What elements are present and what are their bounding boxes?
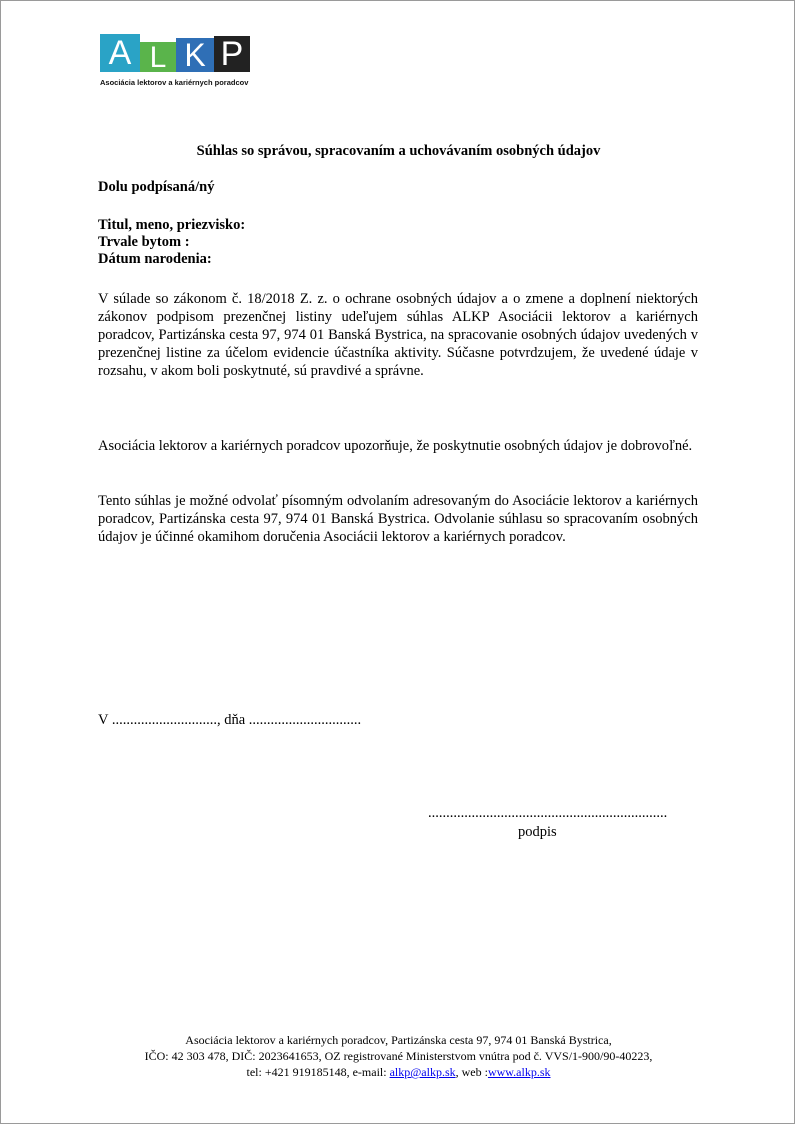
logo-letter-l: L (140, 42, 176, 72)
web-link[interactable]: www.alkp.sk (487, 1065, 551, 1079)
personal-fields (98, 217, 245, 268)
consent-paragraph: V súlade so zákonom č. 18/2018 Z. z. o ochrane osobných údajov a o zmene a doplnení niektorých zákonov podpisom prezenčnej listiny udeľujem súhlas ALKP Asociácii lektorov a kariérnych poradcov, Partizánska cesta 97, 974 01 Banská Bystrica, na spracovanie osobných údajov uvedených v prezenčnej listine za účelom evidencie účastníka aktivity. Súčasne potvrdzujem, že uvedené údaje v rozsahu, v akom boli poskytnuté, sú pravdivé a správne. (98, 291, 698, 379)
field-birth-label: Dátum narodenia: (98, 251, 212, 267)
footer-contact (1, 1064, 795, 1080)
signee-heading: Dolu podpísaná/ný (98, 179, 215, 195)
footer-registration: IČO: 42 303 478, DIČ: 2023641653, OZ registrované Ministerstvom vnútra pod č. VVS/1-900/90-40223, (144, 1049, 653, 1063)
place-date-line: V ............................., dňa ............................... (98, 712, 362, 728)
footer-web-label: , web : (455, 1065, 488, 1079)
alkp-logo (100, 34, 260, 94)
footer-phone: tel: +421 919185148, e-mail: (246, 1065, 390, 1079)
footer (1, 1032, 795, 1080)
logo-letter-k: K (176, 38, 214, 72)
footer-address: Asociácia lektorov a kariérnych poradcov, Partizánska cesta 97, 974 01 Banská Bystrica, (185, 1033, 612, 1047)
email-link[interactable]: alkp@alkp.sk (389, 1065, 456, 1079)
logo-subtitle: Asociácia lektorov a kariérnych poradcov (100, 78, 249, 87)
signature-line: .................................................................. (428, 805, 668, 821)
signature-label: podpis (518, 824, 557, 840)
revocation-paragraph: Tento súhlas je možné odvolať písomným odvolaním adresovaným do Asociácie lektorov a kariérnych poradcov, Partizánska cesta 97, 974 01 Banská Bystrica. Odvolanie súhlasu so spracovaním osobných údajov je účinné okamihom doručenia Asociácii lektorov a kariérnych poradcov. (98, 493, 698, 545)
field-address-label: Trvale bytom : (98, 234, 190, 250)
document-title: Súhlas so správou, spracovaním a uchovávaním osobných údajov (196, 143, 601, 159)
field-name-label: Titul, meno, priezvisko: (98, 217, 246, 233)
logo-letter-a: A (100, 34, 140, 72)
voluntary-paragraph: Asociácia lektorov a kariérnych poradcov upozorňuje, že poskytnutie osobných údajov je dobrovoľné. (98, 438, 693, 454)
logo-letter-p: P (214, 36, 250, 72)
